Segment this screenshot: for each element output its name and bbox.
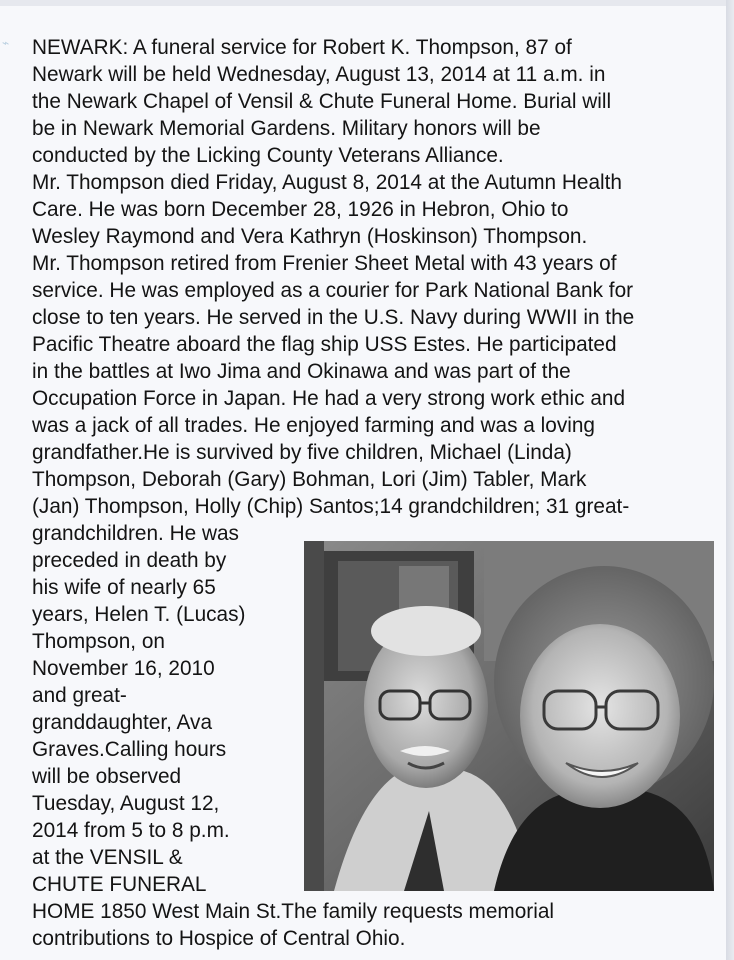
scan-edge-right: [726, 0, 734, 960]
obituary-line: Pacific Theatre aboard the flag ship USS Estes. He participated: [32, 333, 617, 356]
obituary-line: 2014 from 5 to 8 p.m.: [32, 819, 230, 842]
obituary-line: HOME 1850 West Main St.The family requests memorial: [32, 900, 555, 923]
obituary-line: contributions to Hospice of Central Ohio.: [32, 927, 406, 950]
obituary-line: conducted by the Licking County Veterans Alliance.: [32, 144, 504, 167]
obituary-line: be in Newark Memorial Gardens. Military honors will be: [32, 117, 541, 140]
obituary-line: service. He was employed as a courier for Park National Bank for: [32, 279, 634, 302]
obituary-line: Tuesday, August 12,: [32, 792, 220, 815]
obituary-line: the Newark Chapel of Vensil & Chute Funeral Home. Burial will: [32, 90, 612, 113]
obituary-line: November 16, 2010: [32, 657, 215, 680]
obituary-line: close to ten years. He served in the U.S. Navy during WWII in the: [32, 306, 635, 329]
obituary-line: grandchildren. He was: [32, 522, 239, 545]
obituary-line: Care. He was born December 28, 1926 in Hebron, Ohio to: [32, 198, 569, 221]
couple-photo-icon: [304, 541, 714, 891]
obituary-line: Wesley Raymond and Vera Kathryn (Hoskinson) Thompson.: [32, 225, 588, 248]
obituary-line: Mr. Thompson died Friday, August 8, 2014 at the Autumn Health: [32, 171, 622, 194]
obituary-line: Occupation Force in Japan. He had a very strong work ethic and: [32, 387, 626, 410]
obituary-line: his wife of nearly 65: [32, 576, 216, 599]
obituary-line: Newark will be held Wednesday, August 13, 2014 at 11 a.m. in: [32, 63, 606, 86]
obituary-line: (Jan) Thompson, Holly (Chip) Santos;14 grandchildren; 31 great-: [32, 495, 630, 518]
obituary-line: years, Helen T. (Lucas): [32, 603, 246, 626]
obituary-line: CHUTE FUNERAL: [32, 873, 207, 896]
scan-edge-top: [0, 0, 734, 6]
scan-mark-icon: ⌁: [2, 36, 10, 50]
obituary-line: Graves.Calling hours: [32, 738, 227, 761]
obituary-line: granddaughter, Ava: [32, 711, 213, 734]
obituary-line: was a jack of all trades. He enjoyed farming and was a loving: [32, 414, 595, 437]
obituary-line: will be observed: [32, 765, 182, 788]
obituary-line: preceded in death by: [32, 549, 227, 572]
obituary-line: grandfather.He is survived by five children, Michael (Linda): [32, 441, 572, 464]
obituary-line: in the battles at Iwo Jima and Okinawa and was part of the: [32, 360, 571, 383]
obituary-line: Thompson, Deborah (Gary) Bohman, Lori (Jim) Tabler, Mark: [32, 468, 587, 491]
obituary-line: at the VENSIL &: [32, 846, 183, 869]
obituary-line: and great-: [32, 684, 127, 707]
obituary-line: Thompson, on: [32, 630, 165, 653]
obituary-line: NEWARK: A funeral service for Robert K. Thompson, 87 of: [32, 36, 572, 59]
obituary-line: Mr. Thompson retired from Frenier Sheet Metal with 43 years of: [32, 252, 617, 275]
couple-photo: [304, 541, 714, 891]
